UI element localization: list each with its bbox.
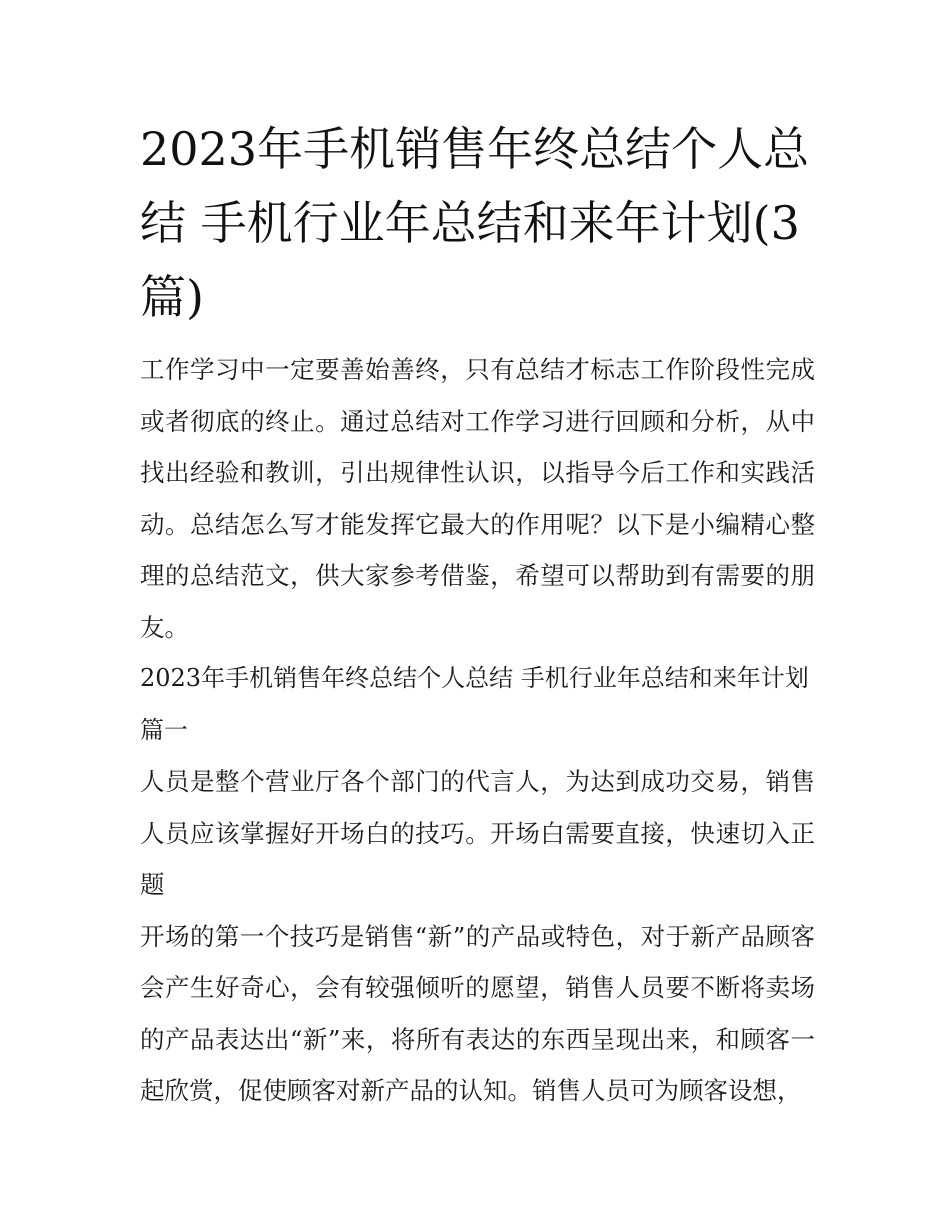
- document-title: 2023年手机销售年终总结个人总结 手机行业年总结和来年计划(3篇): [140, 122, 810, 324]
- intro-paragraph: 工作学习中一定要善始善终，只有总结才标志工作阶段性完成或者彻底的终止。通过总结对工作学习进行回顾和分析，从中找出经验和教训，引出规律性认识，以指导今后工作和实践活动。总结怎么写才能发挥它最大的作用呢？以下是小编精心整理的总结范文，供大家参考借鉴，希望可以帮助到有需要的朋友。: [140, 355, 815, 642]
- body-paragraph-2: 开场的第一个技巧是销售“新”的产品或特色，对于新产品顾客会产生好奇心，会有较强倾听的愿望，销售人员要不断将卖场的产品表达出“新”来，将所有表达的东西呈现出来，和顾客一起欣赏，促使顾客对新产品的认知。销售人员可为顾客设想，: [140, 921, 815, 1105]
- document-body: [140, 112, 815, 1117]
- section-heading: 2023年手机销售年终总结个人总结 手机行业年总结和来年计划篇一: [140, 664, 809, 744]
- body-paragraph-1: 人员是整个营业厅各个部门的代言人，为达到成功交易，销售人员应该掌握好开场白的技巧。开场白需要直接，快速切入正题: [140, 767, 815, 899]
